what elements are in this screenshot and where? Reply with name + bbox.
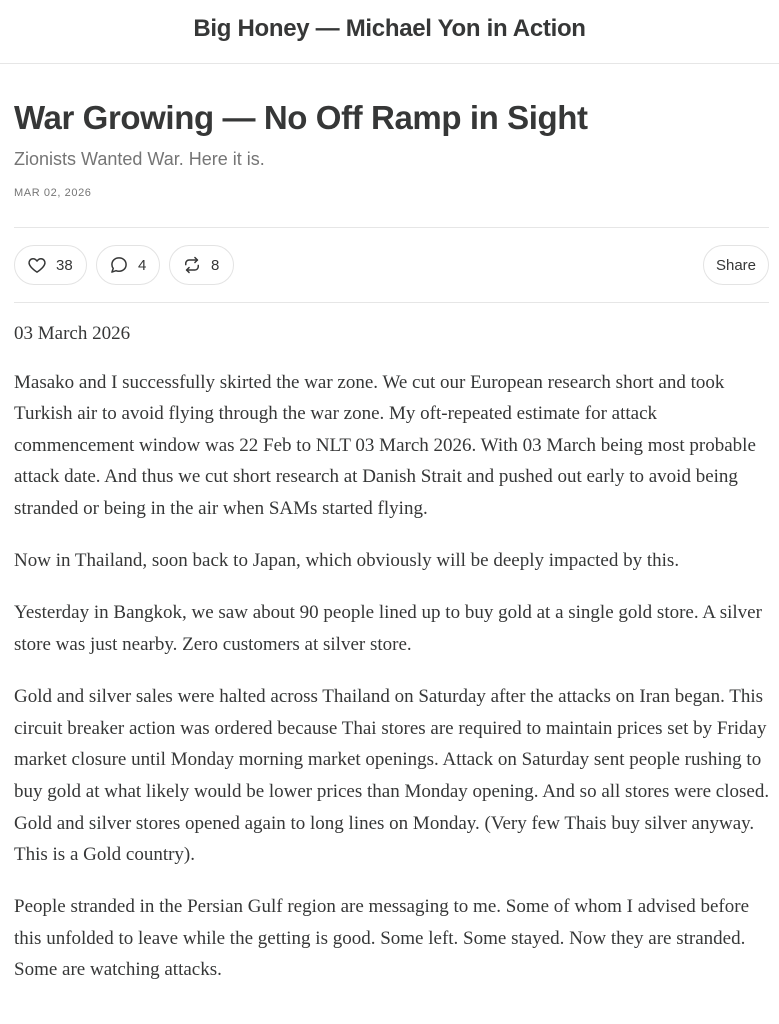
comment-button[interactable]	[96, 245, 160, 285]
share-button[interactable]: Share	[703, 245, 769, 285]
comment-bubble-icon	[109, 255, 129, 275]
like-count: 38	[56, 256, 73, 274]
post-date: MAR 02, 2026	[14, 187, 92, 199]
post-subtitle: Zionists Wanted War. Here it is.	[14, 149, 265, 169]
post-paragraph: 03 March 2026	[14, 323, 131, 344]
post-header	[14, 96, 766, 200]
post-body	[14, 318, 774, 1007]
post-title: War Growing — No Off Ramp in Sight	[14, 99, 588, 136]
post-paragraph: Now in Thailand, soon back to Japan, which obviously will be deeply impacted by this.	[14, 550, 680, 572]
comment-count: 4	[138, 256, 147, 274]
publication-header	[0, 0, 779, 64]
heart-icon	[27, 255, 47, 275]
post-paragraph: Yesterday in Bangkok, we saw about 90 people lined up to buy gold at a single gold store. A silver store was just nearby. Zero customers at silver store.	[14, 602, 762, 655]
publication-title[interactable]: Big Honey — Michael Yon in Action	[193, 14, 586, 42]
like-button[interactable]	[14, 245, 87, 285]
post-paragraph: Masako and I successfully skirted the war zone. We cut our European research short and took Turkish air to avoid flying through the war zone. My oft-repeated estimate for attack commencement window was 22 Feb to NLT 03 March 2026. With 03 March being most probable attack date. And thus we cut short research at Danish Strait and pushed out early to avoid being stranded or being in the air when SAMs started flying.	[14, 371, 756, 519]
restack-icon	[182, 255, 202, 275]
restack-button[interactable]	[169, 245, 234, 285]
restack-count: 8	[211, 256, 220, 274]
post-paragraph: Gold and silver sales were halted across Thailand on Saturday after the attacks on Iran began. This circuit breaker action was ordered because Thai stores are required to maintain prices set by Friday market closure until Monday morning market openings. Attack on Saturday sent people rushing to buy gold at what likely would be lower prices than Monday opening. And so all stores were closed. Gold and silver stores opened again to long lines on Monday. (Very few Thais buy silver anyway. This is a Gold country).	[14, 686, 770, 866]
post-actions-bar	[14, 227, 769, 303]
post-paragraph: People stranded in the Persian Gulf region are messaging to me. Some of whom I advised before this unfolded to leave while the getting is good. Some left. Some stayed. Now they are stranded. Some are watching attacks.	[14, 896, 750, 981]
